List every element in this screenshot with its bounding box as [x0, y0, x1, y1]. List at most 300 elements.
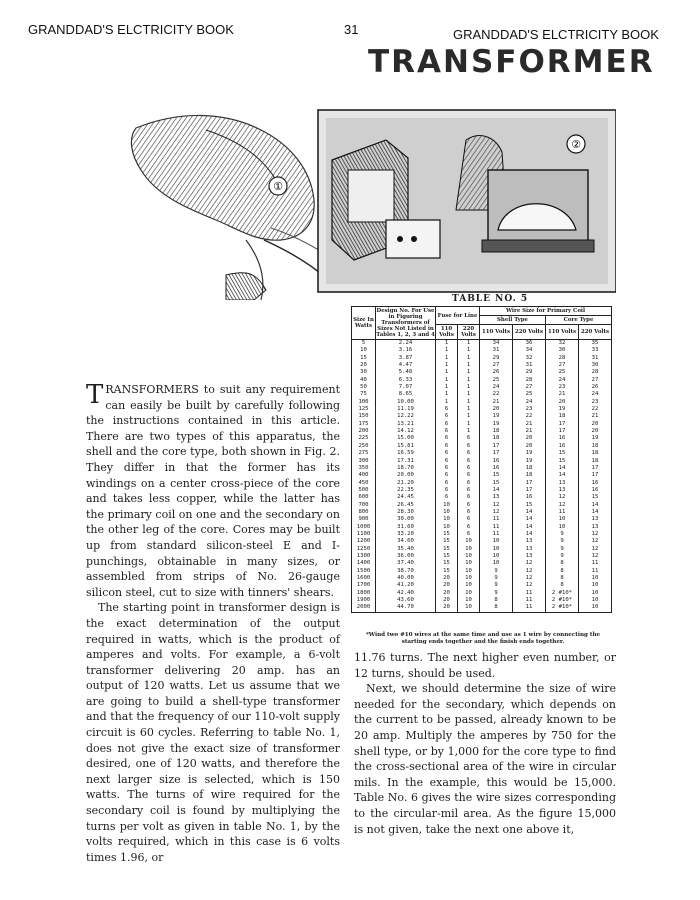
table-cell: 6: [436, 406, 458, 413]
table-cell: 37.40: [376, 560, 436, 567]
table-cell: 11: [513, 604, 546, 612]
table-cell: 22: [480, 391, 513, 398]
table-cell: 10: [458, 553, 480, 560]
table-cell: 10: [458, 568, 480, 575]
table-row: [352, 413, 612, 420]
table-cell: 34: [480, 340, 513, 348]
table-cell: 18: [513, 472, 546, 479]
table-cell: 12: [513, 582, 546, 589]
table-cell: 36: [513, 340, 546, 348]
table-cell: 10: [436, 516, 458, 523]
table-cell: 6: [458, 443, 480, 450]
table-cell: 5: [352, 340, 376, 348]
table-row: [352, 575, 612, 582]
table-cell: 10: [458, 538, 480, 545]
table-cell: 12: [513, 568, 546, 575]
table-cell: 15: [480, 480, 513, 487]
table-cell: 12: [579, 546, 612, 553]
table-cell: 16: [579, 480, 612, 487]
table-cell: 13: [513, 538, 546, 545]
table-cell: 20: [513, 435, 546, 442]
table-cell: 13: [579, 516, 612, 523]
table-cell: 6: [436, 421, 458, 428]
table-cell: 1100: [352, 531, 376, 538]
table-row: [352, 443, 612, 450]
table-cell: 18: [579, 458, 612, 465]
table-cell: 10: [480, 560, 513, 567]
table-cell: 24: [579, 391, 612, 398]
table-cell: 75: [352, 391, 376, 398]
table-cell: 40: [352, 377, 376, 384]
table-cell: 10: [458, 546, 480, 553]
table-cell: 15: [546, 458, 579, 465]
table-cell: 450: [352, 480, 376, 487]
table-cell: 23: [579, 399, 612, 406]
table-cell: 1250: [352, 546, 376, 553]
table-row: [352, 362, 612, 369]
table-cell: 11: [480, 516, 513, 523]
table-cell: 10: [458, 604, 480, 612]
table-cell: 1: [436, 399, 458, 406]
table-cell: 10: [458, 575, 480, 582]
table-cell: 43.60: [376, 597, 436, 604]
table-cell: 12: [480, 509, 513, 516]
table-cell: 31.60: [376, 524, 436, 531]
table-cell: 1300: [352, 553, 376, 560]
table-cell: 16: [480, 465, 513, 472]
table-cell: 30: [579, 362, 612, 369]
table-row: [352, 582, 612, 589]
table-cell: 16: [579, 487, 612, 494]
paragraph-secondary-wire: Next, we should determine the size of wire needed for the secondary, which depends on the current to be passed, already known to be 20 amp. Multiply the amperes by 750 for the shell type, or by 1,000 for the core type to find the cross-sectional area of the wire in circular mils. In the example, this would be 15,000. Table No. 6 gives the wire sizes corresponding to the circular-mil area. As the figure 15,000 is not given, take the next one above it,: [354, 682, 616, 836]
table-title: TABLE NO. 5: [452, 294, 529, 304]
table-cell: 19: [579, 435, 612, 442]
table-cell: 1: [458, 340, 480, 348]
table-cell: 6: [436, 472, 458, 479]
table-row: [352, 590, 612, 597]
table-cell: 25: [480, 377, 513, 384]
table-cell: 300: [352, 458, 376, 465]
table-cell: 13: [546, 480, 579, 487]
table-row: [352, 502, 612, 509]
col-header-shell: Shell Type: [480, 316, 546, 325]
table-cell: 11: [579, 560, 612, 567]
table-cell: 10: [458, 597, 480, 604]
table-row: [352, 524, 612, 531]
table-cell: 1500: [352, 568, 376, 575]
article-title: TRANSFORMER: [368, 44, 655, 80]
table-cell: 32: [513, 355, 546, 362]
table-cell: 17: [546, 428, 579, 435]
running-header-right: GRANDDAD'S ELCTRICITY BOOK: [453, 27, 659, 42]
table-cell: 35: [579, 340, 612, 348]
table-cell: 18: [513, 465, 546, 472]
table-cell: 1: [458, 369, 480, 376]
table-cell: 26: [579, 384, 612, 391]
table-cell: 14: [546, 465, 579, 472]
table-cell: 13: [480, 494, 513, 501]
table-cell: 19: [546, 406, 579, 413]
table-cell: 18: [579, 443, 612, 450]
table-cell: 44.70: [376, 604, 436, 612]
table-cell: 15: [436, 553, 458, 560]
left-column: [86, 382, 340, 865]
hand-sketch: [131, 115, 341, 300]
table-cell: 6.33: [376, 377, 436, 384]
table-cell: 14: [546, 472, 579, 479]
drop-cap: T: [86, 380, 104, 410]
table-cell: 14: [579, 502, 612, 509]
table-cell: 9: [546, 553, 579, 560]
table-cell: 16.59: [376, 450, 436, 457]
table-cell: 8: [480, 604, 513, 612]
figure-label-2: ②: [571, 138, 581, 151]
col-header-fuse-110: 110 Volts: [436, 325, 458, 340]
paragraph-intro: [86, 382, 340, 600]
table-cell: 10: [579, 597, 612, 604]
col-header-wire: Wire Size for Primary Coil: [480, 307, 612, 316]
table-cell: 6: [458, 494, 480, 501]
table-cell: 1: [458, 406, 480, 413]
table-row: [352, 516, 612, 523]
table-row: [352, 604, 612, 612]
table-cell: 50: [352, 384, 376, 391]
table-cell: 20: [513, 443, 546, 450]
table-cell: 27: [480, 362, 513, 369]
figure-label-1: ①: [273, 180, 283, 193]
table-footnote: *Wind two #10 wires at the same time and use as 1 wire by connecting the starting ends together and the finish ends together.: [365, 632, 601, 645]
table-cell: 6: [436, 428, 458, 435]
table-cell: 1: [436, 391, 458, 398]
table-cell: 12: [480, 502, 513, 509]
table-cell: 2 #10*: [546, 604, 579, 612]
table-cell: 200: [352, 428, 376, 435]
table-cell: 34: [513, 347, 546, 354]
table-cell: 11: [513, 590, 546, 597]
table-cell: 22: [513, 413, 546, 420]
table-cell: 14.12: [376, 428, 436, 435]
table-cell: 19: [480, 413, 513, 420]
table-cell: 20: [579, 428, 612, 435]
table-cell: 1700: [352, 582, 376, 589]
table-cell: 1: [436, 355, 458, 362]
table-row: [352, 340, 612, 348]
table-cell: 25: [546, 369, 579, 376]
table-cell: 13.21: [376, 421, 436, 428]
page-number: 31: [344, 22, 359, 37]
table-cell: 12: [579, 538, 612, 545]
table-cell: 1: [458, 384, 480, 391]
table-cell: 20: [436, 575, 458, 582]
table-cell: 16: [546, 435, 579, 442]
table-cell: 10: [579, 575, 612, 582]
table-cell: 27: [546, 362, 579, 369]
table-cell: 5.48: [376, 369, 436, 376]
table-cell: 9: [546, 546, 579, 553]
table-cell: 26.45: [376, 502, 436, 509]
table-cell: 17: [513, 487, 546, 494]
table-cell: 250: [352, 443, 376, 450]
table-cell: 17: [546, 421, 579, 428]
table-cell: 1: [436, 347, 458, 354]
table-cell: 10: [458, 560, 480, 567]
table-cell: 17: [480, 443, 513, 450]
table-cell: 6: [458, 465, 480, 472]
paragraph-intro-text: RANSFORMERS to suit any requirement can easily be built by carefully following the instructions contained in this article. There are two types of this apparatus, the shell and the core type, both shown in Fig. 2. They differ in that the former has its windings on a center cross-piece of the core and takes less copper, while the latter has the primary coil on one and the secondary on the other leg of the core. Cores may be built up from standard silicon-steel E and I-punchings, obtainable in many sizes, or assembled from strips of No. 26-gauge silicon steel, cut to size with tinners' shears.: [86, 383, 340, 599]
table-cell: 28: [579, 369, 612, 376]
table-cell: 12: [513, 575, 546, 582]
table-cell: 10: [458, 582, 480, 589]
table-cell: 15: [480, 472, 513, 479]
table-cell: 10: [480, 553, 513, 560]
table-cell: 13: [513, 546, 546, 553]
table-row: [352, 406, 612, 413]
table-cell: 14: [480, 487, 513, 494]
table-cell: 8: [546, 560, 579, 567]
table-cell: 9: [480, 582, 513, 589]
table-cell: 33.20: [376, 531, 436, 538]
table-cell: 10: [352, 347, 376, 354]
table-cell: 275: [352, 450, 376, 457]
table-cell: 30: [546, 347, 579, 354]
table-cell: 17: [579, 465, 612, 472]
table-cell: 6: [458, 502, 480, 509]
table-cell: 26: [480, 369, 513, 376]
table-cell: 6: [436, 450, 458, 457]
running-header-left: GRANDDAD'S ELCTRICITY BOOK: [28, 22, 234, 37]
table-cell: 1: [458, 355, 480, 362]
table-cell: 6: [458, 524, 480, 531]
table-row: [352, 421, 612, 428]
table-cell: 30: [352, 369, 376, 376]
table-cell: 2.24: [376, 340, 436, 348]
table-cell: 10.00: [376, 399, 436, 406]
table-cell: 3.16: [376, 347, 436, 354]
table-cell: 20: [436, 604, 458, 612]
table-cell: 6: [458, 435, 480, 442]
table-cell: 24: [513, 399, 546, 406]
table-cell: 8: [480, 597, 513, 604]
table-cell: 6: [458, 450, 480, 457]
table-cell: 24: [546, 377, 579, 384]
table-cell: 21: [513, 428, 546, 435]
table-cell: 3.87: [376, 355, 436, 362]
table-row: [352, 494, 612, 501]
table-cell: 13: [546, 487, 579, 494]
table-cell: 8: [546, 582, 579, 589]
table-cell: 11: [480, 524, 513, 531]
table-row: [352, 531, 612, 538]
table-cell: 18.70: [376, 465, 436, 472]
table-row: [352, 428, 612, 435]
table-cell: 6: [436, 435, 458, 442]
table-row: [352, 377, 612, 384]
table-cell: 35.40: [376, 546, 436, 553]
table-cell: 21: [579, 413, 612, 420]
table-cell: 22.35: [376, 487, 436, 494]
table-cell: 15: [579, 494, 612, 501]
table-cell: 1: [436, 340, 458, 348]
table-cell: 15: [436, 560, 458, 567]
table-cell: 10: [436, 502, 458, 509]
table-cell: 10: [579, 590, 612, 597]
table-cell: 10: [480, 546, 513, 553]
table-cell: 6: [436, 458, 458, 465]
table-cell: 7.07: [376, 384, 436, 391]
table-cell: 12: [579, 531, 612, 538]
table-cell: 6: [458, 516, 480, 523]
table-cell: 11: [513, 597, 546, 604]
table-cell: 10: [458, 590, 480, 597]
table-cell: 24.45: [376, 494, 436, 501]
table-cell: 10: [579, 604, 612, 612]
table-row: [352, 538, 612, 545]
table-cell: 12: [546, 502, 579, 509]
table-cell: 1: [458, 377, 480, 384]
table-cell: 8.65: [376, 391, 436, 398]
table-cell: 41.20: [376, 582, 436, 589]
table-cell: 19: [513, 458, 546, 465]
table-cell: 32: [546, 340, 579, 348]
col-header-shell-110: 110 Volts: [480, 325, 513, 340]
table-cell: 24: [480, 384, 513, 391]
table-cell: 700: [352, 502, 376, 509]
table-cell: 19: [513, 450, 546, 457]
table-cell: 13: [513, 553, 546, 560]
table-cell: 15: [352, 355, 376, 362]
table-cell: 1200: [352, 538, 376, 545]
col-header-shell-220: 220 Volts: [513, 325, 546, 340]
table-row: [352, 458, 612, 465]
table-cell: 20: [436, 582, 458, 589]
table-cell: 19: [480, 421, 513, 428]
table-cell: 14: [513, 516, 546, 523]
right-column: [354, 650, 616, 837]
table-cell: 6: [458, 458, 480, 465]
table-cell: 25: [513, 391, 546, 398]
table-cell: 6: [436, 480, 458, 487]
table-row: [352, 568, 612, 575]
table-cell: 1: [436, 369, 458, 376]
table-row: [352, 465, 612, 472]
table-cell: 17.31: [376, 458, 436, 465]
table-cell: 17: [579, 472, 612, 479]
col-header-size: Size In Watts: [352, 307, 376, 340]
table-cell: 17: [480, 450, 513, 457]
table-row: [352, 546, 612, 553]
table-cell: 20: [436, 590, 458, 597]
col-header-fuse-220: 220 Volts: [458, 325, 480, 340]
table-cell: 21: [546, 391, 579, 398]
table-row: [352, 450, 612, 457]
table-row: [352, 597, 612, 604]
table-cell: 6: [436, 465, 458, 472]
table-row: [352, 509, 612, 516]
table-row: [352, 472, 612, 479]
table-cell: 27: [513, 384, 546, 391]
table-cell: 17: [513, 480, 546, 487]
table-cell: 21.20: [376, 480, 436, 487]
table-cell: 10: [546, 524, 579, 531]
table-cell: 20: [480, 406, 513, 413]
col-header-core-220: 220 Volts: [579, 325, 612, 340]
table-cell: 18: [480, 435, 513, 442]
table-cell: 16: [480, 458, 513, 465]
table-cell: 16: [513, 494, 546, 501]
table-cell: 12: [546, 494, 579, 501]
paragraph-design: The starting point in transformer design is the exact determination of the output required in watts, which is the product of amperes and volts. For example, a 6-volt transformer delivering 20 amp. has an output of 120 watts. Let us assume that we are going to build a shell-type transformer and that the frequency of our 110-volt supply circuit is 60 cycles. Referring to table No. 1, does not give the exact size of transformer desired, one of 120 watts, and therefore the next larger size is selected, which is 150 watts. The turns of wire required for the secondary coil is found by multiplying the turns per volt as given in table No. 1, by the volts required, which in this case is 6 volts times 1.96, or: [86, 601, 340, 864]
col-header-fuse: Fuse for Line: [436, 307, 480, 325]
table-cell: 400: [352, 472, 376, 479]
table-cell: 15: [513, 502, 546, 509]
table-cell: 10: [436, 524, 458, 531]
table-row: [352, 560, 612, 567]
table-cell: 2 #10*: [546, 597, 579, 604]
table-cell: 9: [480, 590, 513, 597]
table-cell: 1600: [352, 575, 376, 582]
table-row: [352, 355, 612, 362]
table-cell: 13: [579, 524, 612, 531]
table-cell: 28: [546, 355, 579, 362]
table-cell: 1: [458, 399, 480, 406]
paragraph-continued: 11.76 turns. The next higher even number, or 12 turns, should be used.: [354, 651, 616, 680]
table-cell: 9: [480, 575, 513, 582]
table-cell: 11: [480, 531, 513, 538]
table-row: [352, 487, 612, 494]
table-cell: 9: [480, 568, 513, 575]
table-cell: 15: [546, 450, 579, 457]
table-row: [352, 435, 612, 442]
table-cell: 800: [352, 509, 376, 516]
table-cell: 225: [352, 435, 376, 442]
table-cell: 8: [546, 568, 579, 575]
table-cell: 10: [480, 538, 513, 545]
table-cell: 1: [436, 377, 458, 384]
table-row: [352, 391, 612, 398]
table-cell: 23: [546, 384, 579, 391]
table-cell: 20: [352, 362, 376, 369]
table-cell: 29: [513, 369, 546, 376]
table-cell: 15: [436, 568, 458, 575]
table-cell: 42.40: [376, 590, 436, 597]
table-cell: 18: [579, 450, 612, 457]
table-cell: 31: [579, 355, 612, 362]
table-cell: 28: [513, 377, 546, 384]
table-cell: 1000: [352, 524, 376, 531]
table-cell: 38.70: [376, 568, 436, 575]
table-row: [352, 384, 612, 391]
table-cell: 6: [436, 487, 458, 494]
table-cell: 23: [513, 406, 546, 413]
table-cell: 15: [436, 546, 458, 553]
table-cell: 16: [546, 443, 579, 450]
table-cell: 2000: [352, 604, 376, 612]
table-cell: 1: [458, 362, 480, 369]
table-row: [352, 347, 612, 354]
col-header-core-110: 110 Volts: [546, 325, 579, 340]
table-cell: 500: [352, 487, 376, 494]
table-cell: 1800: [352, 590, 376, 597]
table-row: [352, 480, 612, 487]
table-cell: 28.30: [376, 509, 436, 516]
table-cell: 1400: [352, 560, 376, 567]
table-cell: 175: [352, 421, 376, 428]
table-cell: 14: [513, 524, 546, 531]
table-cell: 6: [436, 413, 458, 420]
table-cell: 15: [436, 538, 458, 545]
table-row: [352, 369, 612, 376]
table-cell: 11.19: [376, 406, 436, 413]
